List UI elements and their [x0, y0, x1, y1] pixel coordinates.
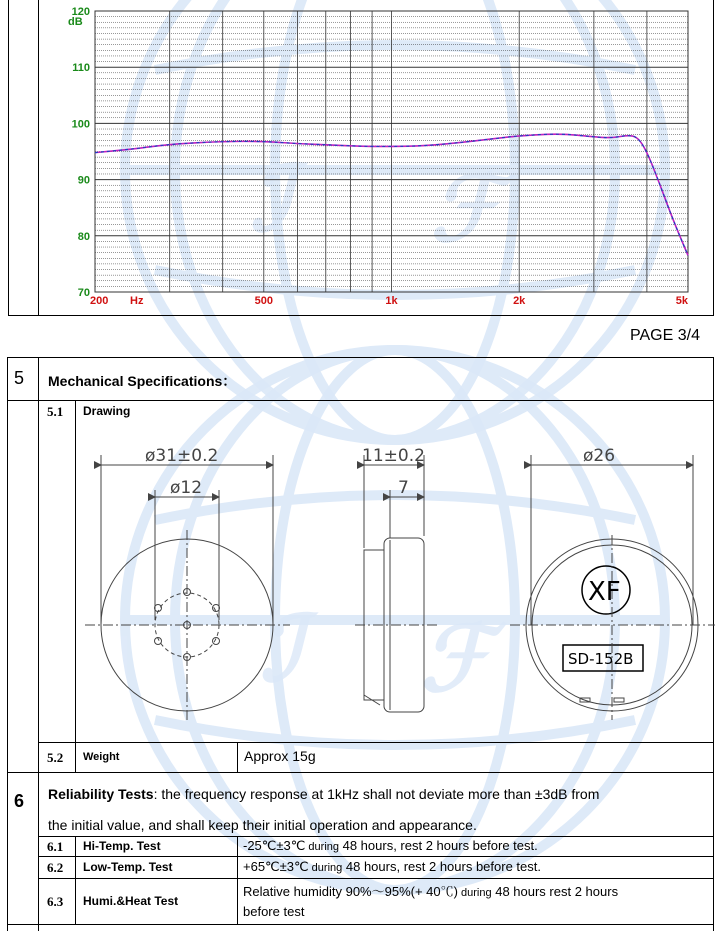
section6-desc-line2: the initial value, and shall keep their initial operation and appearance.	[48, 817, 477, 833]
section5-number: 5	[14, 368, 25, 388]
test63-value	[243, 881, 618, 900]
svg-text:ℐ: ℐ	[250, 151, 293, 250]
s52-label: Weight	[83, 751, 120, 763]
section6-desc-text: : the frequency response at 1kHz shall not deviate more than ±3dB from	[153, 786, 600, 802]
test61-label: Hi-Temp. Test	[83, 839, 161, 853]
y-tick-label: 80	[77, 230, 90, 243]
svg-text:ℱ: ℱ	[420, 611, 491, 710]
x-tick-label: 2k	[513, 295, 526, 307]
test63-value-during: during	[457, 887, 492, 899]
test61-rule	[38, 856, 713, 857]
dim-inner: ø12	[170, 478, 203, 498]
s52-number: 5.2	[47, 750, 64, 765]
test63-value-line2: before test	[243, 904, 305, 919]
test63-number: 6.3	[47, 894, 64, 909]
y-tick-label: 70	[77, 287, 90, 299]
x-tick-label: 5k	[675, 295, 688, 307]
test61-value-during: during	[305, 841, 339, 853]
section6-desc-line1	[48, 786, 599, 802]
dim-back: ø26	[583, 446, 616, 466]
test62-value-during: during	[308, 862, 343, 874]
test63-label: Humi.&Heat Test	[83, 894, 179, 908]
s52-value: Approx 15g	[244, 748, 316, 764]
svg-text:ℐ: ℐ	[260, 601, 303, 700]
test62-value	[243, 859, 541, 875]
test-value-rule	[237, 836, 238, 924]
logo-text: XF	[588, 577, 621, 607]
x-tick-label: 200	[90, 295, 109, 307]
y-unit-label: dB	[68, 16, 83, 28]
test61-value-rest: 48 hours, rest 2 hours before test.	[339, 838, 538, 853]
test62-number: 6.2	[47, 860, 64, 875]
s51-label: Drawing	[83, 404, 131, 418]
test62-value-rest: 48 hours, rest 2 hours before test.	[342, 859, 541, 874]
model-label: SD-152B	[568, 650, 634, 668]
test61-number: 6.1	[47, 839, 64, 854]
svg-text:ℱ: ℱ	[430, 161, 501, 260]
table-bottom-rule	[7, 924, 713, 925]
page-number-text: PAGE 3/4	[630, 327, 700, 344]
test61-value	[243, 838, 538, 854]
test-number-rule	[75, 836, 76, 924]
x-tick-label: 1k	[385, 295, 398, 307]
s51-number: 5.1	[47, 404, 64, 419]
y-tick-label: 90	[77, 174, 90, 187]
section6-number: 6	[14, 791, 25, 811]
dim-outer: ø31±0.2	[145, 446, 219, 466]
test62-rule	[38, 878, 713, 879]
section5-title: Mechanical Specifications：	[48, 373, 237, 389]
test62-value-main: +65℃±3℃	[243, 859, 309, 874]
y-tick-label: 110	[72, 62, 90, 75]
dim-height: 11±0.2	[362, 446, 425, 466]
x-tick-label: 500	[254, 295, 273, 307]
dim-step: 7	[398, 478, 409, 498]
x-unit-label: Hz	[130, 295, 144, 307]
section6-desc-rule	[38, 836, 713, 837]
test62-label: Low-Temp. Test	[83, 860, 173, 874]
y-tick-label: 120	[71, 6, 90, 18]
section6-title: Reliability Tests	[48, 786, 154, 802]
test61-value-main: -25℃±3℃	[243, 838, 306, 853]
test63-value-main: Relative humidity 90%～95%(+ 40℃)	[243, 884, 458, 899]
y-tick-label: 100	[71, 118, 90, 131]
test63-value-rest: 48 hours rest 2 hours	[491, 884, 619, 899]
